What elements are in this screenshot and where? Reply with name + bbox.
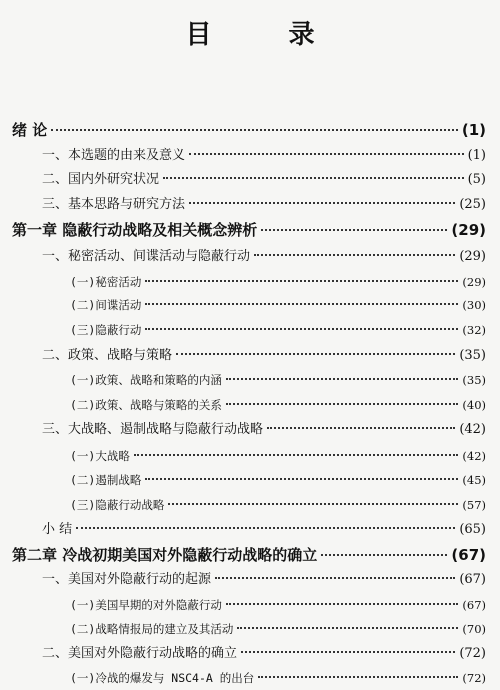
toc-entry-page: (67) xyxy=(459,572,486,587)
dot-leader xyxy=(254,254,455,256)
toc-entry xyxy=(42,193,486,217)
toc-entry-label: (三)隐蔽行动 xyxy=(70,323,142,337)
dot-leader xyxy=(241,651,455,653)
toc-entry-label: 第一章 隐蔽行动战略及相关概念辨析 xyxy=(12,221,258,239)
toc-entry-label: (二)政策、战略与策略的关系 xyxy=(70,398,222,412)
toc-entry-label: (一)美国早期的对外隐蔽行动 xyxy=(70,598,222,612)
toc-entry-label: 一、本选题的由来及意义 xyxy=(42,148,186,163)
dot-leader xyxy=(145,280,458,282)
dot-leader xyxy=(267,427,455,429)
dot-leader xyxy=(176,353,455,355)
page-title: 目 录 xyxy=(185,20,349,50)
toc-entry-page: (29) xyxy=(451,221,486,239)
toc-entry xyxy=(70,444,486,468)
dot-leader xyxy=(215,577,455,579)
toc-entry-page: (42) xyxy=(459,422,486,437)
toc-entry-page: (72) xyxy=(462,671,486,685)
dot-leader xyxy=(145,478,458,480)
toc-entry xyxy=(42,518,486,542)
toc-entry-label: 第二章 冷战初期美国对外隐蔽行动战略的确立 xyxy=(12,546,318,564)
toc-entry xyxy=(12,543,486,567)
dot-leader xyxy=(163,177,464,179)
toc-entry xyxy=(42,344,486,368)
dot-leader xyxy=(258,676,458,678)
toc-entry-page: (35) xyxy=(459,348,486,363)
toc-entry-label: 二、政策、战略与策略 xyxy=(42,348,173,363)
toc-entry xyxy=(70,293,486,317)
dot-leader xyxy=(168,503,458,505)
toc-entry-page: (1) xyxy=(461,121,486,139)
toc-entry xyxy=(70,318,486,342)
toc-entry xyxy=(70,393,486,417)
toc-entry xyxy=(70,617,486,641)
toc-entry-label: 一、秘密活动、间谍活动与隐蔽行动 xyxy=(42,249,251,264)
toc-entry xyxy=(70,593,486,617)
dot-leader xyxy=(189,202,455,204)
toc-entry-page: (45) xyxy=(462,473,486,487)
toc-entry-page: (42) xyxy=(462,449,486,463)
toc-entry-page: (67) xyxy=(462,598,486,612)
toc-entry-page: (67) xyxy=(451,546,486,564)
toc-entry-page: (29) xyxy=(459,249,486,264)
toc-entry xyxy=(42,418,486,442)
toc-entry xyxy=(70,270,486,294)
dot-leader xyxy=(321,554,447,556)
toc-entry-page: (5) xyxy=(467,172,486,187)
dot-leader xyxy=(76,527,455,529)
dot-leader xyxy=(51,129,458,131)
toc-entry-label: 二、国内外研究状况 xyxy=(42,172,160,187)
toc-entry-label: (一)政策、战略和策略的内涵 xyxy=(70,373,222,387)
toc-entry-label: 一、美国对外隐蔽行动的起源 xyxy=(42,572,212,587)
toc-entry-page: (65) xyxy=(459,522,486,537)
toc-entry-page: (70) xyxy=(462,622,486,636)
toc-entry-label: 小 结 xyxy=(42,522,73,537)
toc-entry-page: (32) xyxy=(462,323,486,337)
toc-entry-page: (57) xyxy=(462,498,486,512)
dot-leader xyxy=(261,229,447,231)
toc-entry-label: (一)大战略 xyxy=(70,449,130,463)
toc-entry-page: (1) xyxy=(467,148,486,163)
toc-entry-page: (25) xyxy=(459,197,486,212)
toc-entry xyxy=(70,468,486,492)
dot-leader xyxy=(237,627,458,629)
toc-entry xyxy=(42,168,486,192)
dot-leader xyxy=(226,603,459,605)
toc-entry-label: 三、大战略、遏制战略与隐蔽行动战略 xyxy=(42,422,264,437)
toc-entry-page: (72) xyxy=(459,646,486,661)
dot-leader xyxy=(145,328,458,330)
toc-entry-label: (一)冷战的爆发与 NSC4-A 的出台 xyxy=(70,671,255,685)
dot-leader xyxy=(145,303,458,305)
toc-entry xyxy=(12,118,486,142)
toc-entry xyxy=(42,642,486,666)
toc-entry xyxy=(12,218,486,242)
toc-entry xyxy=(42,568,486,592)
toc-entry-label: (一)秘密活动 xyxy=(70,275,142,289)
toc-entry-label: (二)战略情报局的建立及其活动 xyxy=(70,622,234,636)
toc-entry-page: (40) xyxy=(462,398,486,412)
toc-entry-label: 绪 论 xyxy=(12,121,48,139)
toc-entry-label: (三)隐蔽行动战略 xyxy=(70,498,165,512)
toc-entry-label: 三、基本思路与研究方法 xyxy=(42,197,186,212)
toc-entry-label: 二、美国对外隐蔽行动战略的确立 xyxy=(42,646,238,661)
dot-leader xyxy=(134,454,459,456)
toc-entry-label: (二)间谍活动 xyxy=(70,298,142,312)
toc-entry-page: (30) xyxy=(462,298,486,312)
toc-entry xyxy=(42,245,486,269)
toc-entry-label: (二)遏制战略 xyxy=(70,473,142,487)
toc-entry xyxy=(70,666,486,690)
dot-leader xyxy=(226,403,459,405)
toc-entry-page: (35) xyxy=(462,373,486,387)
toc-entry xyxy=(70,493,486,517)
toc-entry-page: (29) xyxy=(462,275,486,289)
dot-leader xyxy=(189,153,464,155)
dot-leader xyxy=(226,378,459,380)
toc-entry xyxy=(70,368,486,392)
toc-entry xyxy=(42,144,486,168)
